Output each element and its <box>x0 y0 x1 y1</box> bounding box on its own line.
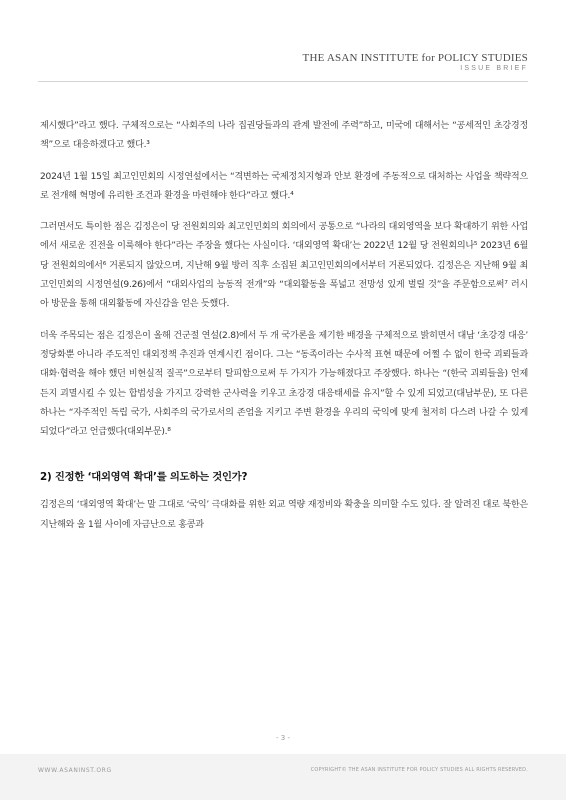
paragraph-5: 김정은의 ‘대외영역 확대’는 말 그대로 ‘국익’ 극대화를 위한 외교 역량 재정비와 확충을 의미할 수도 있다. 잘 알려진 대로 북한은 지난해와 올 1월 사이에 자금난으로 홍콩과 <box>40 500 528 530</box>
footer-website: WWW.ASANINST.ORG <box>38 767 112 774</box>
paragraph-2: 2024년 1월 15일 최고인민회의 시정연설에서는 “격변하는 국제정치지형과 안보 환경에 주동적으로 대처하는 사업을 책략적으로 전개해 혁명에 유리한 조건과 환경을 마련해야 한다”라고 했다.⁴ <box>40 171 528 201</box>
section-heading: 2) 진정한 ‘대외영역 확대’를 의도하는 것인가? <box>40 471 248 484</box>
institute-name: THE ASAN INSTITUTE for POLICY STUDIES <box>302 52 528 64</box>
series-label: ISSUE BRIEF <box>460 65 528 72</box>
header-rule <box>38 81 528 82</box>
paragraph-3: 그러면서도 특이한 점은 김정은이 당 전원회의와 최고인민회의 회의에서 공통으로 “나라의 대외영역을 보다 확대하기 위한 사업에서 새로운 진전을 이룩해야 한다”라는 주장을 했다는 사실이다. ‘대외영역 확대’는 2022년 12월 당 전원회의나⁵ 2023년 6월 당 전원회의에서⁶ 거론되지 않았으며, 지난해 9월 방러 직후 소집된 최고인민회의에서부터 거론되었다. 김정은은 지난해 9월 최고인민회의 시정연설(9.26)에서 “대외사업의 능동적 전개”와 “대외활동을 폭넓고 전망성 있게 벌릴 것”을 주문함으로써⁷ 러시아 방문을 통해 대외활동에 자신감을 얻은 듯했다. <box>40 222 528 310</box>
article-body <box>40 117 528 547</box>
institute-masthead <box>303 52 528 72</box>
paragraph-1: 제시했다”라고 했다. 구체적으로는 “사회주의 나라 집권당들과의 관계 발전에 주력”하고, 미국에 대해서는 “공세적인 초강경정책”으로 대응하겠다고 했다.³ <box>40 121 528 151</box>
footer-copyright: COPYRIGHT© THE ASAN INSTITUTE FOR POLICY STUDIES ALL RIGHTS RESERVED. <box>310 767 528 773</box>
page-footer <box>0 754 566 800</box>
page-number: - 3 - <box>276 734 290 742</box>
paragraph-4: 더욱 주목되는 점은 김정은이 올해 건군절 연설(2.8)에서 두 개 국가론을 제기한 배경을 구체적으로 밝히면서 대남 ‘초강경 대응’ 정당화뿐 아니라 주도적인 대외정책 추진과 연계시킨 점이다. 그는 “동족이라는 수사적 표현 때문에 어쩔 수 없이 한국 괴뢰들과 대화·협력을 해야 했던 비현실적 질곡”으로부터 탈피함으로써 두 가지가 가능해졌다고 주장했다. 하나는 “(한국 괴뢰들을) 언제든지 괴멸시킬 수 있는 합법성을 가지고 강력한 군사력을 키우고 초강경 대응태세를 유지”할 수 있게 되었고(대남부문), 또 다른 하나는 “자주적인 독립 국가, 사회주의 국가로서의 존엄을 지키고 주변 환경을 우리의 국익에 맞게 철저히 다스려 나갈 수 있게 되었다”라고 언급했다(대외부문).⁸ <box>40 330 528 438</box>
